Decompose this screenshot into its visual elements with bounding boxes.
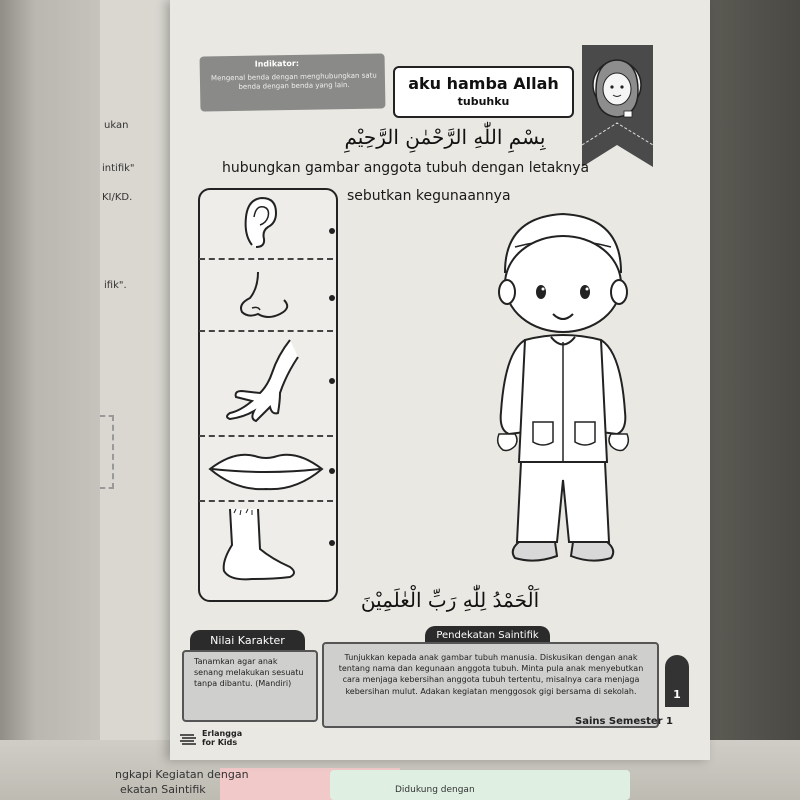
- strip-divider: [199, 435, 333, 437]
- hand-icon: [220, 335, 300, 425]
- strip-divider: [199, 500, 333, 502]
- connect-dot[interactable]: [329, 468, 335, 474]
- strip-divider: [199, 330, 333, 332]
- footer-semester: Sains Semester 1: [575, 716, 674, 727]
- indicator-label: Indikator:: [254, 58, 300, 69]
- indicator-box: [200, 53, 386, 111]
- lips-icon: [206, 447, 326, 492]
- page-subtitle: tubuhku: [457, 95, 510, 108]
- page-title: aku hamba Allah: [408, 74, 559, 93]
- publisher-name: Erlangga: [202, 729, 243, 738]
- left-page-fragment: ukan: [104, 120, 129, 131]
- left-page-dashed-box: [100, 415, 114, 489]
- connect-dot[interactable]: [329, 378, 335, 384]
- bottom-caption-1: ngkapi Kegiatan dengan: [115, 768, 249, 781]
- left-page-fragment: intifik": [102, 163, 135, 174]
- strip-divider: [199, 258, 333, 260]
- pendekatan-saintifik-title: Pendekatan Saintifik: [436, 630, 539, 641]
- left-page: [100, 0, 175, 760]
- publisher-logo-icon: [180, 733, 198, 745]
- nose-icon: [228, 268, 298, 323]
- indicator-text: Mengenal benda dengan menghubungkan satu benda dengan benda yang lain.: [210, 71, 377, 92]
- left-page-fragment: ifik".: [104, 280, 127, 291]
- pendekatan-saintifik-text: Tunjukkan kepada anak gambar tubuh manusia. Diskusikan dengan anak tentang nama dan kegunaan anggota tubuh. Minta pula anak menyebutkan cara menjaga kebersihan anggota tubuh tertentu, misalnya cara menjaga kebersihan mulut. Adakan kegiatan menggosok gigi bersama di sekolah.: [338, 653, 644, 696]
- title-box: [393, 66, 574, 118]
- left-page-fragment: KI/KD.: [102, 192, 133, 203]
- table-background-right: [700, 0, 800, 800]
- bottom-green-caption: Didukung dengan: [395, 785, 475, 795]
- hijab-girl-ribbon-icon: [580, 45, 655, 170]
- nilai-karakter-box: [182, 650, 318, 722]
- foot-icon: [212, 505, 302, 585]
- instruction-line-2: sebutkan kegunaannya: [347, 188, 511, 204]
- boy-illustration-icon: [495, 212, 660, 577]
- ear-icon: [240, 195, 280, 250]
- nilai-karakter-text: Tanamkan agar anak senang melakukan sesuatu tanpa dibantu. (Mandiri): [194, 657, 304, 688]
- publisher-logo-text: [202, 730, 242, 748]
- connect-dot[interactable]: [329, 295, 335, 301]
- connect-dot[interactable]: [329, 228, 335, 234]
- connect-dot[interactable]: [329, 540, 335, 546]
- page-number: 1: [673, 688, 681, 701]
- bottom-caption-2: ekatan Saintifik: [120, 783, 206, 796]
- bismillah-text: بِسْمِ اللّٰهِ الرَّحْمٰنِ الرَّحِيْمِ: [344, 125, 546, 149]
- alhamdulillah-text: اَلْحَمْدُ لِلّٰهِ رَبِّ الْعٰلَمِيْنَ: [360, 588, 540, 612]
- nilai-karakter-title: Nilai Karakter: [210, 634, 285, 647]
- instruction-line-1: hubungkan gambar anggota tubuh dengan letaknya: [222, 160, 590, 176]
- bottom-green-band: [330, 770, 630, 800]
- page-number-tab: [665, 655, 689, 707]
- publisher-tagline: for Kids: [202, 737, 238, 747]
